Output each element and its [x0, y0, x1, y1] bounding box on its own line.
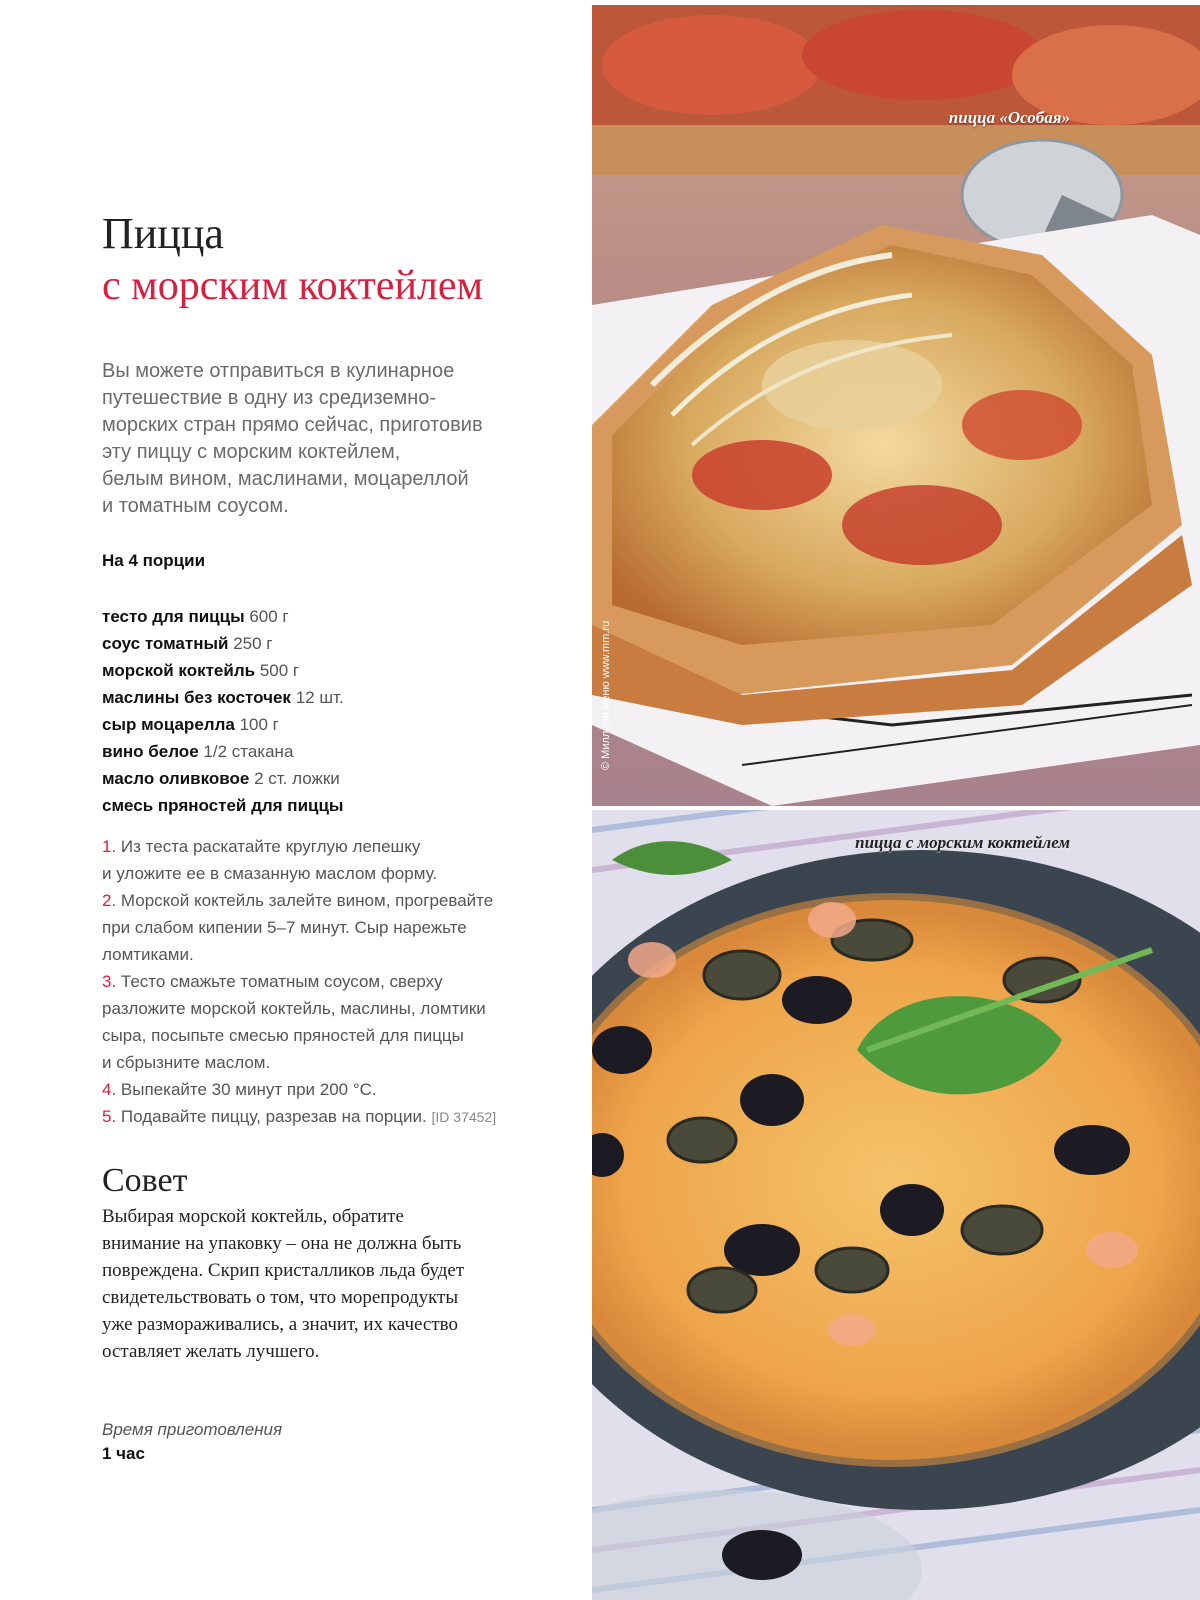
photo-copyright: © Миллион меню www.mm.ru [600, 620, 612, 770]
step-item [102, 1103, 572, 1131]
page-title: Пицца [102, 209, 224, 258]
ingredient-item [102, 630, 344, 657]
tip-line: свидетельствовать о том, что морепродукты [102, 1287, 459, 1308]
step-item [102, 1076, 572, 1103]
ingredient-name: вино белое [102, 742, 199, 761]
tip-text [102, 1203, 464, 1365]
step-line [102, 968, 572, 995]
intro-line: белым вином, маслинами, моцареллой [102, 468, 469, 490]
step-item [102, 887, 572, 968]
step-line: разложите морской коктейль, маслины, ломтики [102, 999, 486, 1018]
ingredient-qty: 1/2 стакана [203, 742, 294, 761]
cooking-time-value: 1 час [102, 1444, 145, 1463]
tip-line: повреждена. Скрип кристалликов льда будет [102, 1260, 465, 1281]
ingredient-item [102, 603, 344, 630]
tip-line: оставляет желать лучшего. [102, 1341, 320, 1362]
step-text: Подавайте пиццу, разрезав на порции. [120, 1107, 427, 1126]
ingredient-name: тесто для пиццы [102, 607, 245, 626]
step-line: при слабом кипении 5–7 минут. Сыр нарежьте [102, 918, 467, 937]
pizza-slice-illustration [592, 5, 1200, 806]
seafood-pizza-illustration [592, 810, 1200, 1600]
intro-line: и томатным соусом. [102, 495, 289, 517]
ingredient-name: масло оливковое [102, 769, 250, 788]
seafood-pizza-photo [592, 810, 1200, 1600]
step-line: сыра, посыпьте смесью пряностей для пиццы [102, 1026, 464, 1045]
ingredient-qty: 12 шт. [295, 688, 344, 707]
ingredients-list [102, 603, 344, 819]
intro-line: морских стран прямо сейчас, приготовив [102, 414, 483, 436]
step-number: 5. [102, 1107, 117, 1126]
step-number: 1. [102, 837, 117, 856]
steps-list [102, 833, 572, 1131]
intro-line: путешествие в одну из средиземно- [102, 387, 437, 409]
recipe-id: [ID 37452] [431, 1109, 497, 1125]
step-number: 2. [102, 891, 117, 910]
ingredient-name: сыр моцарелла [102, 715, 235, 734]
step-line: ломтиками. [102, 945, 194, 964]
step-line [102, 1076, 572, 1103]
tip-line: Выбирая морской коктейль, обратите [102, 1206, 404, 1227]
ingredient-item [102, 765, 344, 792]
ingredient-qty: 600 г [249, 607, 289, 626]
ingredient-qty: 2 ст. ложки [254, 769, 340, 788]
ingredient-name: смесь пряностей для пиццы [102, 796, 344, 815]
ingredient-qty: 500 г [259, 661, 300, 680]
ingredient-name: маслины без косточек [102, 688, 291, 707]
tip-line: внимание на упаковку – она не должна быть [102, 1233, 462, 1254]
page-subtitle: с морским коктейлем [102, 263, 484, 309]
ingredient-name: соус томатный [102, 634, 229, 653]
step-line [102, 1103, 572, 1131]
step-text: Морской коктейль залейте вином, прогревайте [120, 891, 494, 910]
top-photo-caption: пицца «Особая» [948, 108, 1070, 127]
step-item [102, 968, 572, 1076]
ingredient-qty: 100 г [239, 715, 279, 734]
ingredient-item [102, 738, 344, 765]
cooking-time-label: Время приготовления [102, 1420, 283, 1439]
intro-line: эту пиццу с морским коктейлем, [102, 441, 401, 463]
pizza-special-photo [592, 5, 1200, 806]
ingredient-name: морской коктейль [102, 661, 256, 680]
step-line [102, 887, 572, 914]
intro-paragraph [102, 358, 562, 520]
step-number: 4. [102, 1080, 117, 1099]
recipe-text-column [102, 0, 572, 1600]
tip-title: Совет [102, 1162, 188, 1199]
step-line: и уложите ее в смазанную маслом форму. [102, 864, 438, 883]
intro-line: Вы можете отправиться в кулинарное [102, 360, 455, 382]
ingredient-item [102, 711, 344, 738]
step-number: 3. [102, 972, 117, 991]
step-line: и сбрызните маслом. [102, 1053, 271, 1072]
step-line [102, 833, 572, 860]
servings-label: На 4 порции [102, 551, 206, 570]
ingredient-qty: 250 г [233, 634, 273, 653]
tip-line: уже размораживались, а значит, их качество [102, 1314, 458, 1335]
step-item [102, 833, 572, 887]
step-text: Тесто смажьте томатным соусом, сверху [120, 972, 443, 991]
bottom-photo-caption: пицца с морским коктейлем [855, 833, 1070, 852]
ingredient-item [102, 684, 344, 711]
ingredient-item [102, 657, 344, 684]
step-text: Из теста раскатайте круглую лепешку [120, 837, 421, 856]
ingredient-item [102, 792, 344, 819]
step-text: Выпекайте 30 минут при 200 °С. [120, 1080, 377, 1099]
